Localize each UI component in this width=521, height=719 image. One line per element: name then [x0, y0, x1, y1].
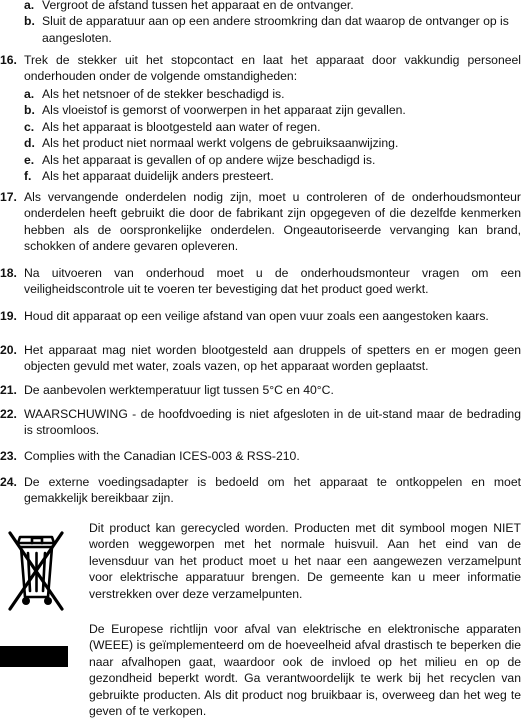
weee-black-bar	[0, 646, 68, 667]
crossed-out-wheelie-bin-icon	[2, 521, 70, 617]
sub-text: Als het apparaat is gevallen of op andere wijze beschadigd is.	[42, 152, 376, 167]
item-number: 19.	[0, 309, 17, 323]
list-item	[24, 102, 521, 118]
sub-letter: b.	[24, 103, 35, 118]
item-number: 22.	[0, 407, 17, 421]
item-number: 23.	[0, 449, 17, 463]
item-text: De externe voedingsadapter is bedoeld om het apparaat te ontkoppelen en moet gemakkelijk bereikbaar zijn.	[24, 475, 521, 506]
sub-text: Vergroot de afstand tussen het apparaat en de ontvanger.	[42, 0, 354, 12]
item-text: Als vervangende onderdelen nodig zijn, moet u controleren of de onderhoudsmonteur onderdelen heeft gebruikt die door de fabrikant zijn opgegeven of die dezelfde kenmerken hebben als de oorspronkelijke onderdelen. Ongeautoriseerde vervanging kan brand, schokken of andere gevaren opleveren.	[24, 190, 521, 254]
item-text: Complies with the Canadian ICES-003 & RSS-210.	[24, 449, 300, 463]
item-text: De aanbevolen werktemperatuur ligt tussen 5°C en 40°C.	[24, 383, 334, 397]
sub-text: Als vloeistof is gemorst of voorwerpen in het apparaat zijn gevallen.	[42, 103, 406, 118]
list-item	[24, 0, 521, 13]
item-number: 20.	[0, 343, 17, 357]
top-sub-list	[24, 0, 521, 46]
item-number: 18.	[0, 266, 17, 280]
item-text: Trek de stekker uit het stopcontact en laat het apparaat door vakkundig personeel onderhouden onder de volgende omstandigheden:	[24, 53, 521, 84]
list-item	[24, 168, 521, 184]
sub-text: Als het product niet normaal werkt volgens de gebruiksaanwijzing.	[42, 136, 399, 151]
sub-text: Sluit de apparatuur aan op een andere stroomkring dan dat waarop de ontvanger op is aangesloten.	[42, 14, 509, 45]
sub-letter: d.	[24, 136, 35, 151]
weee-paragraph-1: Dit product kan gerecycled worden. Producten met dit symbool mogen NIET worden weggeworpen met het normale huisvuil. Aan het eind van de levensduur van het product moet u het naar een aangewezen verzamelpunt voor elektrische apparatuur brengen. De gemeente kan u meer informatie verstrekken over deze verzamelpunten.	[89, 521, 521, 601]
item-number: 16.	[0, 53, 17, 67]
list-item	[24, 86, 521, 102]
item-text: Het apparaat mag niet worden blootgesteld aan druppels of spetters en er mogen geen objecten gevuld met water, zoals vazen, op het apparaat worden geplaatst.	[24, 343, 521, 374]
list-item	[24, 152, 521, 168]
sub-letter: a.	[24, 0, 35, 12]
item-text: WAARSCHUWING - de hoofdvoeding is niet afgesloten in de uit-stand maar de bedrading is stroomloos.	[24, 407, 521, 438]
sub-text: Als het netsnoer of de stekker beschadigd is.	[42, 87, 285, 101]
sub-text: Als het apparaat duidelijk anders presteert.	[42, 169, 274, 184]
list-item	[24, 119, 521, 135]
sub-letter: b.	[24, 14, 35, 29]
item-text: Na uitvoeren van onderhoud moet u de onderhoudsmonteur vragen om een veiligheidscontrole uit te voeren ter bevestiging dat het product goed werkt.	[24, 266, 521, 297]
item-number: 21.	[0, 383, 17, 397]
sub-letter: c.	[24, 119, 35, 134]
sub-letter: a.	[24, 87, 35, 101]
weee-paragraph-2: De Europese richtlijn voor afval van elektrische en elektronische apparaten (WEEE) is geïmplementeerd om de hoeveelheid afval drastisch te beperken die naar afvalhopen gaat, waardoor ook de invloed op het milieu en op de gezondheid beperkt wordt. Ga verantwoordelijk te werk bij het recyclen van gebruikte producten. Als dit product nog bruikbaar is, overweeg dan het weg te geven of te verkopen.	[89, 622, 521, 719]
sub-letter: f.	[24, 169, 32, 184]
list-item	[24, 135, 521, 151]
item16-sub-list	[24, 86, 521, 184]
sub-letter: e.	[24, 152, 35, 167]
sub-text: Als het apparaat is blootgesteld aan water of regen.	[42, 119, 321, 134]
item-number: 17.	[0, 190, 17, 204]
item-number: 24.	[0, 475, 17, 489]
list-item	[24, 13, 521, 46]
item-text: Houd dit apparaat op een veilige afstand van open vuur zoals een aangestoken kaars.	[24, 309, 489, 323]
